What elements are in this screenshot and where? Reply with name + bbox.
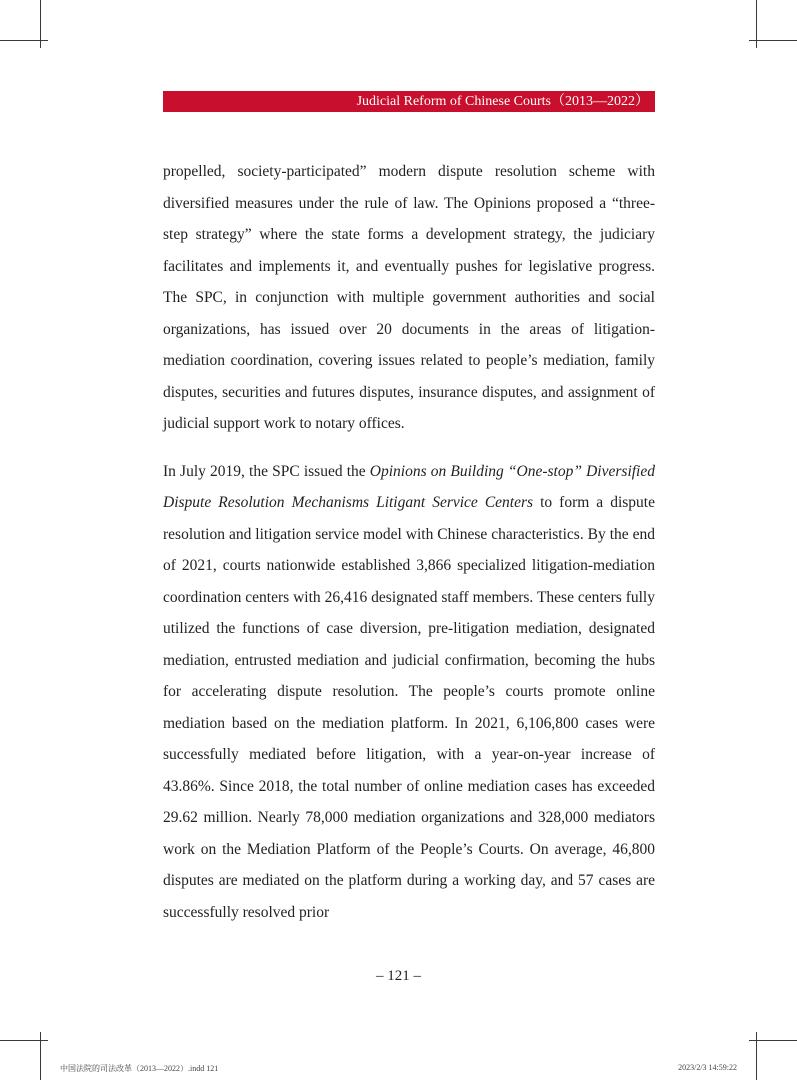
running-header bbox=[163, 91, 655, 112]
document-title: Opinions on Building “One-stop” Diversified Dispute Resolution Mechanisms Litigant Service Centers bbox=[163, 462, 655, 511]
page-number: – 121 – bbox=[376, 968, 421, 984]
paragraph-2-lead: In July 2019, the SPC issued the bbox=[163, 462, 370, 480]
footer-file-name: 中国法院的司法改革（2013—2022）.indd 121 bbox=[60, 1064, 219, 1073]
crop-mark bbox=[749, 40, 797, 41]
paragraph-2 bbox=[163, 456, 655, 929]
body-text bbox=[163, 156, 655, 928]
crop-mark bbox=[749, 1040, 797, 1041]
paragraph-1: propelled, society-participated” modern dispute resolution scheme with diversified measures under the rule of law. The Opinions proposed a “three-step strategy” where the state forms a development strategy, the judiciary facilitates and implements it, and eventually pushes for legislative progress. The SPC, in conjunction with multiple government authorities and social organizations, has issued over 20 documents in the areas of litigation-mediation coordination, covering issues related to people’s mediation, family disputes, securities and futures disputes, insurance disputes, and assignment of judicial support work to notary offices. bbox=[163, 163, 655, 432]
crop-mark bbox=[0, 1040, 48, 1041]
crop-mark bbox=[0, 40, 48, 41]
footer-timestamp: 2023/2/3 14:59:22 bbox=[678, 1063, 737, 1072]
running-title: Judicial Reform of Chinese Courts（2013—2022） bbox=[356, 94, 649, 109]
paragraph-2-rest: to form a dispute resolution and litigation service model with Chinese characteristics. By the end of 2021, courts nationwide established 3,866 specialized litigation-mediation coordination centers with 26,416 designated staff members. These centers fully utilized the functions of case diversion, pre-litigation mediation, designated mediation, entrusted mediation and judicial confirmation, becoming the hubs for accelerating dispute resolution. The people’s courts promote online mediation based on the mediation platform. In 2021, 6,106,800 cases were successfully mediated before litigation, with a year-on-year increase of 43.86%. Since 2018, the total number of online mediation cases has exceeded 29.62 million. Nearly 78,000 mediation organizations and 328,000 mediators work on the Mediation Platform of the People’s Courts. On average, 46,800 disputes are mediated on the platform during a working day, and 57 cases are successfully resolved prior bbox=[163, 494, 655, 921]
